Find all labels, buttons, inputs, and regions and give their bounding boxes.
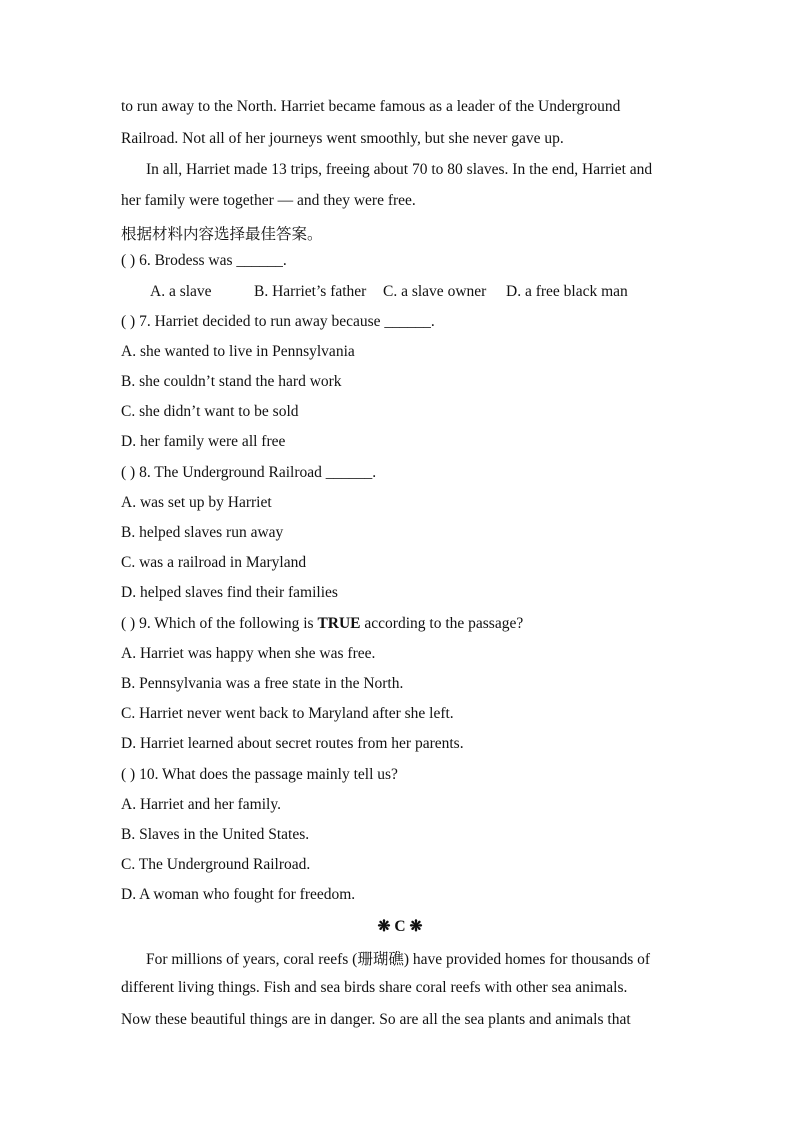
passage-b-line-2: Railroad. Not all of her journeys went smoothly, but she never gave up. — [121, 130, 564, 147]
question-10-stem: ( ) 10. What does the passage mainly tell us? — [121, 766, 398, 783]
question-6-option-d: D. a free black man — [506, 283, 628, 300]
passage-b-line-3: In all, Harriet made 13 trips, freeing about 70 to 80 slaves. In the end, Harriet and — [146, 161, 653, 178]
passage-b-line-1: to run away to the North. Harriet became famous as a leader of the Underground — [121, 98, 621, 115]
question-10-option-c: C. The Underground Railroad. — [121, 856, 311, 873]
question-7-option-b: B. she couldn’t stand the hard work — [121, 373, 342, 390]
question-9-option-c: C. Harriet never went back to Maryland after she left. — [121, 705, 454, 722]
question-8-stem: ( ) 8. The Underground Railroad ______. — [121, 464, 377, 481]
question-9-stem-pre: ( ) 9. Which of the following is — [121, 615, 318, 632]
question-6-option-b: B. Harriet’s father — [254, 283, 367, 300]
question-9-option-a: A. Harriet was happy when she was free. — [121, 645, 376, 662]
question-6-option-c: C. a slave owner — [383, 283, 487, 300]
question-7-stem: ( ) 7. Harriet decided to run away because ______. — [121, 313, 435, 330]
question-9-option-d: D. Harriet learned about secret routes from her parents. — [121, 735, 464, 752]
question-7-option-a: A. she wanted to live in Pennsylvania — [121, 343, 355, 360]
question-6-option-a: A. a slave — [150, 283, 212, 300]
question-10-option-a: A. Harriet and her family. — [121, 796, 281, 813]
question-8-option-a: A. was set up by Harriet — [121, 494, 272, 511]
instruction: 根据材料内容选择最佳答案。 — [121, 226, 323, 243]
question-6-options — [150, 283, 628, 301]
question-9-option-b: B. Pennsylvania was a free state in the North. — [121, 675, 404, 692]
section-c-line-1: For millions of years, coral reefs (珊瑚礁) have provided homes for thousands of — [146, 951, 651, 968]
section-c-line-2: different living things. Fish and sea birds share coral reefs with other sea animals. — [121, 979, 628, 996]
question-6-stem: ( ) 6. Brodess was ______. — [121, 252, 287, 269]
section-c-line-3: Now these beautiful things are in danger. So are all the sea plants and animals that — [121, 1011, 631, 1028]
passage-b-line-4: her family were together — and they were free. — [121, 192, 416, 209]
question-8-option-b: B. helped slaves run away — [121, 524, 284, 541]
question-9-stem-emphasis: TRUE — [317, 615, 361, 632]
section-c-heading: ❋ C ❋ — [377, 918, 423, 935]
question-7-option-d: D. her family were all free — [121, 433, 286, 450]
question-7-option-c: C. she didn’t want to be sold — [121, 403, 299, 420]
question-9-stem — [121, 615, 523, 633]
question-8-option-d: D. helped slaves find their families — [121, 584, 338, 601]
question-10-option-d: D. A woman who fought for freedom. — [121, 886, 356, 903]
question-8-option-c: C. was a railroad in Maryland — [121, 554, 307, 571]
question-10-option-b: B. Slaves in the United States. — [121, 826, 310, 843]
question-9-stem-post: according to the passage? — [360, 615, 524, 632]
